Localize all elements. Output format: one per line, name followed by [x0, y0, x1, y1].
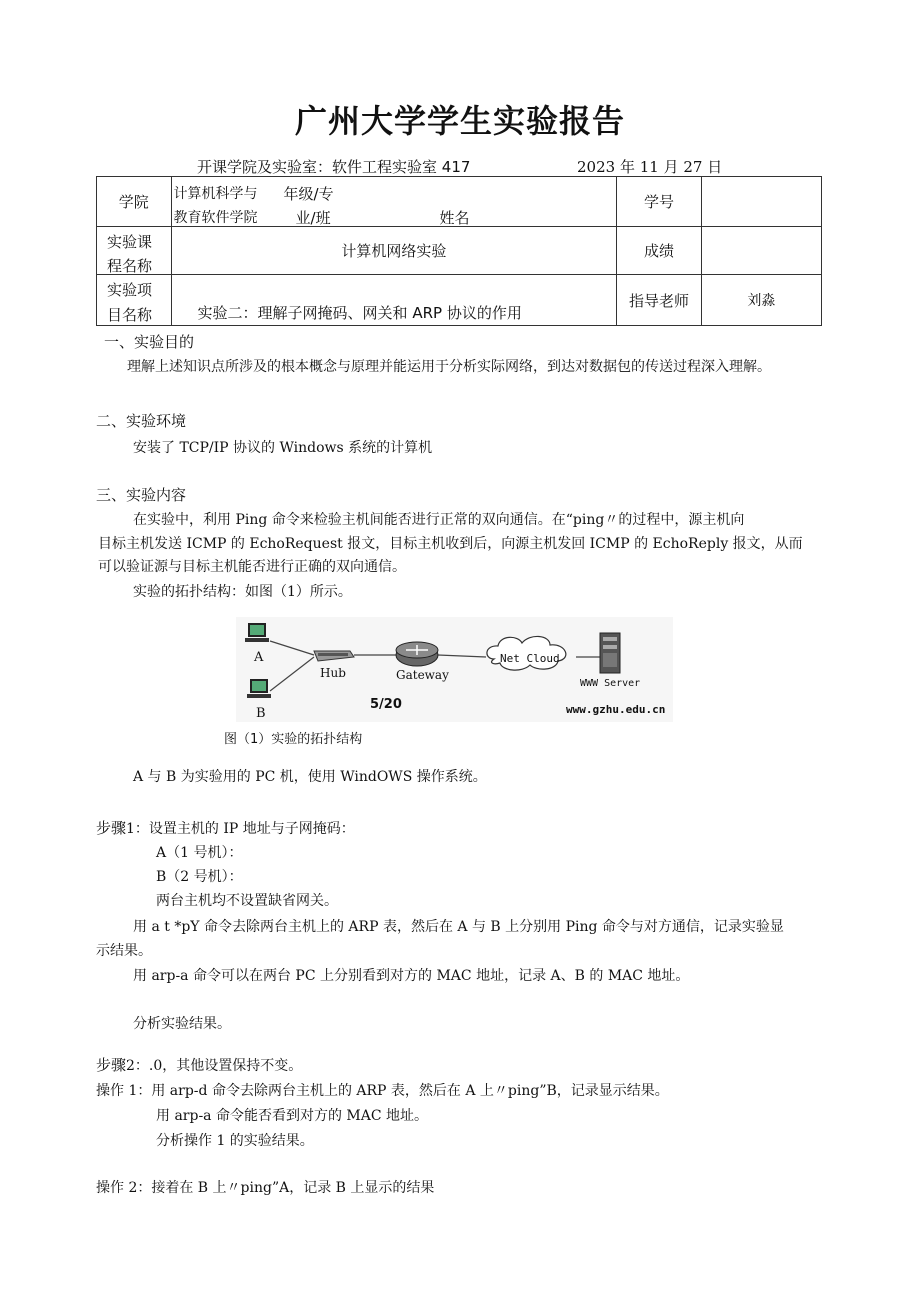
server-icon — [600, 633, 620, 673]
grade-label-line1: 年级/专 — [283, 185, 334, 203]
project-label-line1: 实验项 — [107, 281, 153, 299]
step-1-analysis: 分析实验结果。 — [133, 1016, 231, 1032]
step-1-host-b: B（2 号机）： — [156, 869, 243, 885]
teacher-value: 刘淼 — [701, 275, 821, 326]
label-a: A — [254, 650, 264, 665]
pc-a-icon — [245, 623, 269, 642]
step-1-label: 步骤 — [96, 819, 127, 837]
section-2-heading: 二、实验环境 — [96, 412, 187, 430]
step-2-op1-line2: 用 arp-a 命令能否看到对方的 MAC 地址。 — [156, 1108, 429, 1124]
step-1-text: 1：设置主机的 IP 地址与子网掩码： — [126, 821, 355, 837]
step-2 — [96, 1054, 302, 1075]
college-label: 学院 — [97, 177, 172, 227]
college-value-line1: 计算机科学与 — [173, 186, 258, 202]
college-value-line2: 教育软件学院 — [173, 210, 258, 226]
step-1 — [96, 817, 355, 838]
step-2-label: 步骤 — [96, 1056, 127, 1074]
name-label: 姓名 — [439, 209, 470, 227]
student-id-value — [701, 177, 821, 227]
step-2-op2: 操作 2：接着在 B 上〃ping”A，记录 B 上显示的结果 — [96, 1180, 435, 1196]
project-label-cell — [97, 275, 172, 326]
lab-info: 开课学院及实验室：软件工程实验室 417 — [197, 158, 471, 176]
grade-label-line2: 业/班 — [295, 209, 331, 227]
college-grade-name-cell — [171, 177, 617, 227]
page-number: 5/20 — [370, 697, 402, 712]
section-3-line3: 可以验证源与目标主机能否进行正确的双向通信。 — [98, 559, 406, 575]
score-value — [701, 227, 821, 275]
label-b: B — [256, 706, 266, 721]
pc-b-icon — [247, 679, 271, 698]
section-1-text: 理解上述知识点所涉及的根本概念与原理并能运用于分析实际网络，到达对数据包的传送过程深入理解。 — [127, 359, 771, 375]
score-label: 成绩 — [617, 227, 701, 275]
label-gateway: Gateway — [396, 668, 449, 682]
section-1-heading: 一、实验目的 — [104, 333, 195, 351]
label-hub: Hub — [320, 666, 346, 680]
course-label-line1: 实验课 — [107, 233, 153, 251]
project-label-line2: 目名称 — [107, 306, 153, 324]
label-server: WWW Server — [580, 678, 641, 689]
gateway-router-icon — [396, 642, 438, 666]
report-date: 2023 年 11 月 27 日 — [577, 158, 723, 176]
project-value: 实验二：理解子网掩码、网关和 ARP 协议的作用 — [197, 304, 522, 322]
student-id-label: 学号 — [617, 177, 701, 227]
step-1-line1: 用 a t *pY 命令去除两台主机上的 ARP 表，然后在 A 与 B 上分别用 Ping 命令与对方通信，记录实验显 — [133, 919, 784, 935]
step-2-op1-line1: 操作 1：用 arp-d 命令去除两台主机上的 ARP 表，然后在 A 上〃ping”B，记录显示结果。 — [96, 1083, 669, 1099]
section-3-topology-intro: 实验的拓扑结构：如图（1）所示。 — [133, 584, 352, 600]
hub-icon — [314, 651, 354, 661]
section-3-line1: 在实验中，利用 Ping 命令来检验主机间能否进行正常的双向通信。在“ping〃的过程中，源主机向 — [133, 512, 745, 528]
course-label-line2: 程名称 — [107, 257, 153, 274]
pc-description: A 与 B 为实验用的 PC 机，使用 WindOWS 操作系统。 — [133, 769, 487, 785]
course-value: 计算机网络实验 — [171, 227, 617, 275]
step-2-op1-line3: 分析操作 1 的实验结果。 — [156, 1133, 314, 1149]
section-3-heading: 三、实验内容 — [96, 486, 187, 504]
info-table — [96, 176, 822, 326]
course-label-cell — [97, 227, 172, 275]
project-value-cell — [171, 275, 617, 326]
step-1-line2: 示结果。 — [96, 943, 152, 959]
section-2-text: 安装了 TCP/IP 协议的 Windows 系统的计算机 — [133, 440, 433, 456]
step-1-no-gateway: 两台主机均不设置缺省网关。 — [156, 893, 338, 909]
label-url: www.gzhu.edu.cn — [566, 703, 666, 716]
page-title: 广州大学学生实验报告 — [294, 102, 625, 140]
step-2-text: 2：.0，其他设置保持不变。 — [126, 1058, 303, 1074]
teacher-label: 指导老师 — [617, 275, 701, 326]
figure-caption: 图（1）实验的拓扑结构 — [224, 732, 363, 747]
section-3-line2: 目标主机发送 ICMP 的 EchoRequest 报文，目标主机收到后，向源主机发回 ICMP 的 EchoReply 报文，从而 — [98, 536, 803, 552]
topology-figure — [236, 617, 673, 722]
step-1-host-a: A（1 号机）： — [156, 845, 243, 861]
step-1-line3: 用 arp-a 命令可以在两台 PC 上分别看到对方的 MAC 地址，记录 A、B 的 MAC 地址。 — [133, 968, 690, 984]
label-cloud: Net Cloud — [500, 652, 560, 665]
